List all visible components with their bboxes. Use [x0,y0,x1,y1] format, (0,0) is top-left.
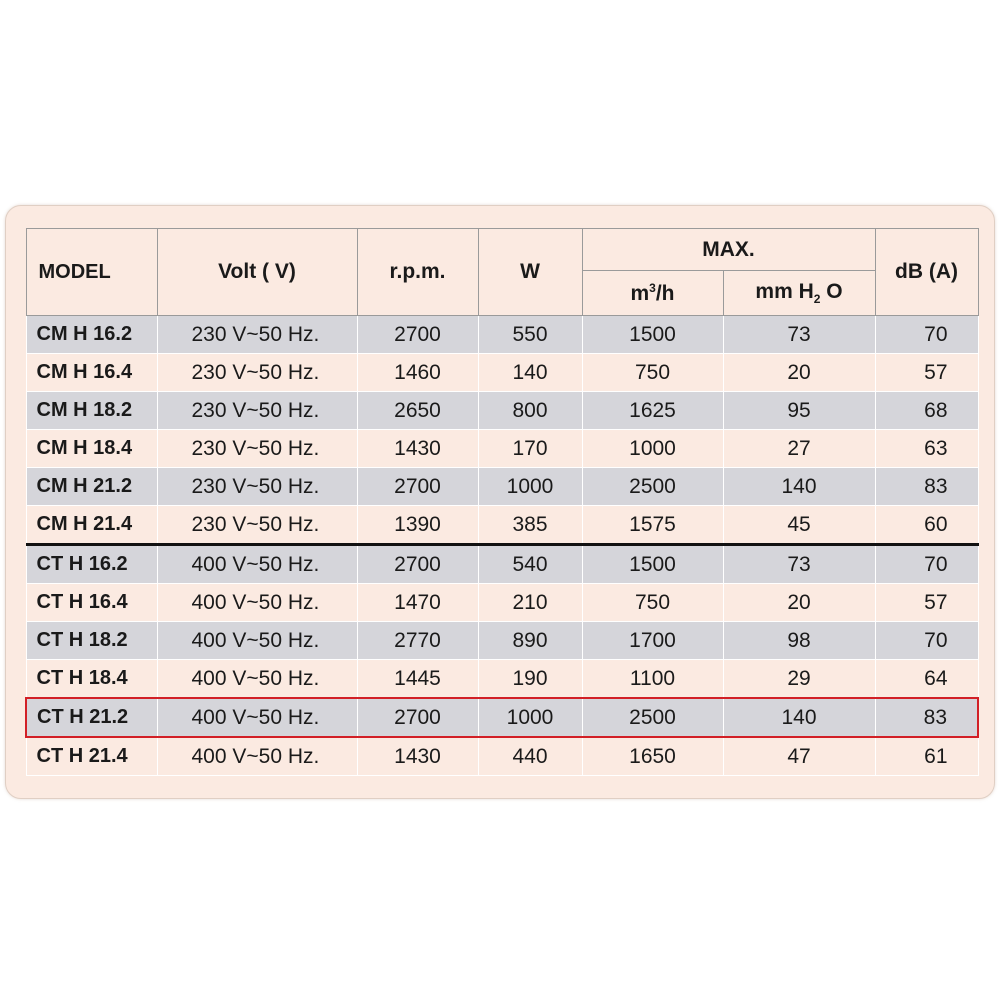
cell-watt: 550 [478,316,582,354]
cell-model: CM H 16.2 [26,316,157,354]
header-db: dB (A) [875,229,978,316]
cell-rpm: 2700 [357,316,478,354]
cell-volt: 400 V~50 Hz. [157,545,357,584]
header-flow-tail: /h [655,281,675,305]
cell-watt: 170 [478,430,582,468]
cell-rpm: 2700 [357,545,478,584]
header-pressure-b: O [820,279,843,303]
cell-db: 61 [875,737,978,776]
cell-pressure: 47 [723,737,875,776]
table-row [26,468,978,506]
cell-pressure: 29 [723,660,875,699]
cell-model: CM H 18.4 [26,430,157,468]
cell-flow: 750 [582,354,723,392]
table-row [26,660,978,699]
cell-watt: 890 [478,622,582,660]
cell-model: CT H 16.2 [26,545,157,584]
cell-volt: 400 V~50 Hz. [157,660,357,699]
cell-db: 57 [875,354,978,392]
cell-model: CT H 16.4 [26,584,157,622]
cell-rpm: 1460 [357,354,478,392]
cell-rpm: 1390 [357,506,478,545]
cell-volt: 230 V~50 Hz. [157,506,357,545]
cell-model: CT H 18.4 [26,660,157,699]
table-row [26,506,978,545]
cell-flow: 2500 [582,698,723,737]
header-volt: Volt ( V) [157,229,357,316]
cell-db: 68 [875,392,978,430]
cell-db: 57 [875,584,978,622]
header-watt: W [478,229,582,316]
cell-watt: 800 [478,392,582,430]
cell-flow: 2500 [582,468,723,506]
table-row [26,737,978,776]
cell-model: CT H 21.2 [26,698,157,737]
cell-pressure: 95 [723,392,875,430]
cell-pressure: 73 [723,545,875,584]
cell-watt: 540 [478,545,582,584]
cell-watt: 190 [478,660,582,699]
cell-db: 70 [875,545,978,584]
cell-pressure: 45 [723,506,875,545]
cell-model: CT H 18.2 [26,622,157,660]
cell-model: CM H 21.4 [26,506,157,545]
cell-pressure: 27 [723,430,875,468]
cell-flow: 1500 [582,316,723,354]
cell-rpm: 1445 [357,660,478,699]
highlighted-table-row [26,698,978,737]
cell-watt: 1000 [478,698,582,737]
cell-pressure: 20 [723,584,875,622]
cell-db: 60 [875,506,978,545]
cell-rpm: 2650 [357,392,478,430]
cell-volt: 400 V~50 Hz. [157,622,357,660]
cell-flow: 1625 [582,392,723,430]
header-row-top [26,229,978,271]
table-row [26,430,978,468]
cell-db: 83 [875,468,978,506]
table-row [26,622,978,660]
header-flow-base: m [630,281,650,305]
cell-watt: 140 [478,354,582,392]
fan-spec-table [25,228,979,776]
cell-pressure: 140 [723,468,875,506]
cell-volt: 400 V~50 Hz. [157,698,357,737]
cell-pressure: 73 [723,316,875,354]
cell-flow: 1100 [582,660,723,699]
cell-flow: 1650 [582,737,723,776]
cell-watt: 385 [478,506,582,545]
cell-flow: 750 [582,584,723,622]
cell-db: 63 [875,430,978,468]
cell-model: CT H 21.4 [26,737,157,776]
cell-flow: 1575 [582,506,723,545]
cell-pressure: 20 [723,354,875,392]
table-row [26,316,978,354]
cell-rpm: 2700 [357,468,478,506]
cell-flow: 1000 [582,430,723,468]
cell-rpm: 1430 [357,430,478,468]
cell-watt: 440 [478,737,582,776]
cell-watt: 1000 [478,468,582,506]
cell-db: 70 [875,316,978,354]
cell-volt: 230 V~50 Hz. [157,430,357,468]
header-rpm: r.p.m. [357,229,478,316]
header-flow [582,271,723,316]
cell-db: 83 [875,698,978,737]
table-row [26,392,978,430]
cell-rpm: 2700 [357,698,478,737]
cell-watt: 210 [478,584,582,622]
cell-volt: 400 V~50 Hz. [157,737,357,776]
cell-flow: 1500 [582,545,723,584]
header-max: MAX. [582,229,875,271]
cell-volt: 230 V~50 Hz. [157,392,357,430]
table-row [26,584,978,622]
header-model: MODEL [26,229,157,316]
header-pressure-sub: 2 [813,292,821,307]
cell-rpm: 1430 [357,737,478,776]
cell-model: CM H 16.4 [26,354,157,392]
header-flow-sup: 3 [649,280,656,295]
table-body [26,316,978,776]
table-row [26,354,978,392]
header-pressure [723,271,875,316]
cell-volt: 400 V~50 Hz. [157,584,357,622]
cell-model: CM H 21.2 [26,468,157,506]
cell-db: 64 [875,660,978,699]
cell-model: CM H 18.2 [26,392,157,430]
cell-flow: 1700 [582,622,723,660]
cell-db: 70 [875,622,978,660]
cell-pressure: 98 [723,622,875,660]
header-pressure-a: mm H [755,279,814,303]
cell-volt: 230 V~50 Hz. [157,316,357,354]
cell-volt: 230 V~50 Hz. [157,354,357,392]
table-row [26,545,978,584]
cell-pressure: 140 [723,698,875,737]
cell-volt: 230 V~50 Hz. [157,468,357,506]
cell-rpm: 1470 [357,584,478,622]
cell-rpm: 2770 [357,622,478,660]
